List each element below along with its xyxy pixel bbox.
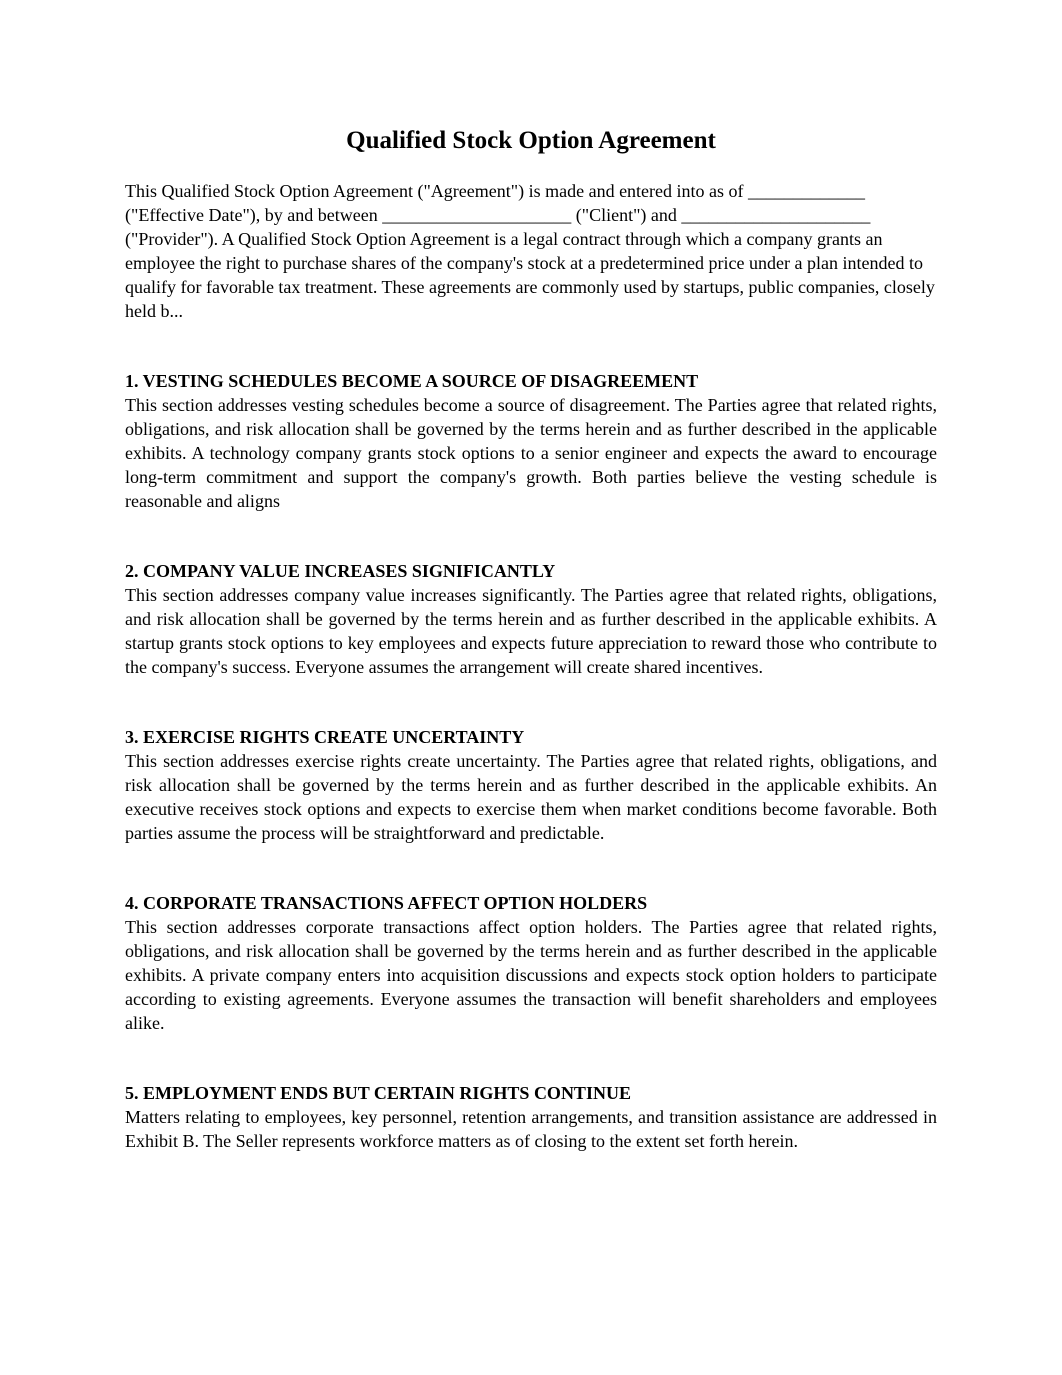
- section-body: Matters relating to employees, key personnel, retention arrangements, and transition assistance are addressed in Exhibit B. The Seller represents workforce matters as of closing to the extent set forth herein.: [125, 1107, 937, 1151]
- intro-paragraph: This Qualified Stock Option Agreement ("Agreement") is made and entered into as of _____________ ("Effective Date"), by and between _____________________ ("Client") and _____________________ ("Provider"). A Qualified Stock Option Agreement is a legal contract through which a company grants an employee the right to purchase shares of the company's stock at a predetermined price under a plan intended to qualify for favorable tax treatment. These agreements are commonly used by startups, public companies, closely held b...: [125, 181, 935, 321]
- section-4: [125, 891, 937, 1035]
- section-heading: 1. VESTING SCHEDULES BECOME A SOURCE OF DISAGREEMENT: [125, 371, 699, 391]
- section-2: [125, 559, 937, 679]
- section-body: This section addresses exercise rights create uncertainty. The Parties agree that related rights, obligations, and risk allocation shall be governed by the terms herein and as further described in the applicable exhibits. An executive receives stock options and expects to exercise them when market conditions become favorable. Both parties assume the process will be straightforward and predictable.: [125, 751, 937, 843]
- section-5: [125, 1081, 937, 1153]
- section-heading: 3. EXERCISE RIGHTS CREATE UNCERTAINTY: [125, 727, 525, 747]
- section-3: [125, 725, 937, 845]
- document-page: [125, 124, 937, 1153]
- document-title: Qualified Stock Option Agreement: [346, 127, 716, 154]
- section-body: This section addresses company value increases significantly. The Parties agree that related rights, obligations, and risk allocation shall be governed by the terms herein and as further described in the applicable exhibits. A startup grants stock options to key employees and expects future appreciation to reward those who contribute to the company's success. Everyone assumes the arrangement will create shared incentives.: [125, 585, 937, 677]
- section-heading: 4. CORPORATE TRANSACTIONS AFFECT OPTION HOLDERS: [125, 893, 648, 913]
- section-1: [125, 369, 937, 513]
- section-body: This section addresses vesting schedules become a source of disagreement. The Parties agree that related rights, obligations, and risk allocation shall be governed by the terms herein and as further described in the applicable exhibits. A technology company grants stock options to a senior engineer and expects the award to encourage long-term commitment and support the company's growth. Both parties believe the vesting schedule is reasonable and aligns: [125, 395, 937, 511]
- section-heading: 5. EMPLOYMENT ENDS BUT CERTAIN RIGHTS CONTINUE: [125, 1083, 631, 1103]
- section-heading: 2. COMPANY VALUE INCREASES SIGNIFICANTLY: [125, 561, 556, 581]
- section-body: This section addresses corporate transactions affect option holders. The Parties agree that related rights, obligations, and risk allocation shall be governed by the terms herein and as further described in the applicable exhibits. A private company enters into acquisition discussions and expects stock option holders to participate according to existing agreements. Everyone assumes the transaction will benefit shareholders and employees alike.: [125, 917, 937, 1033]
